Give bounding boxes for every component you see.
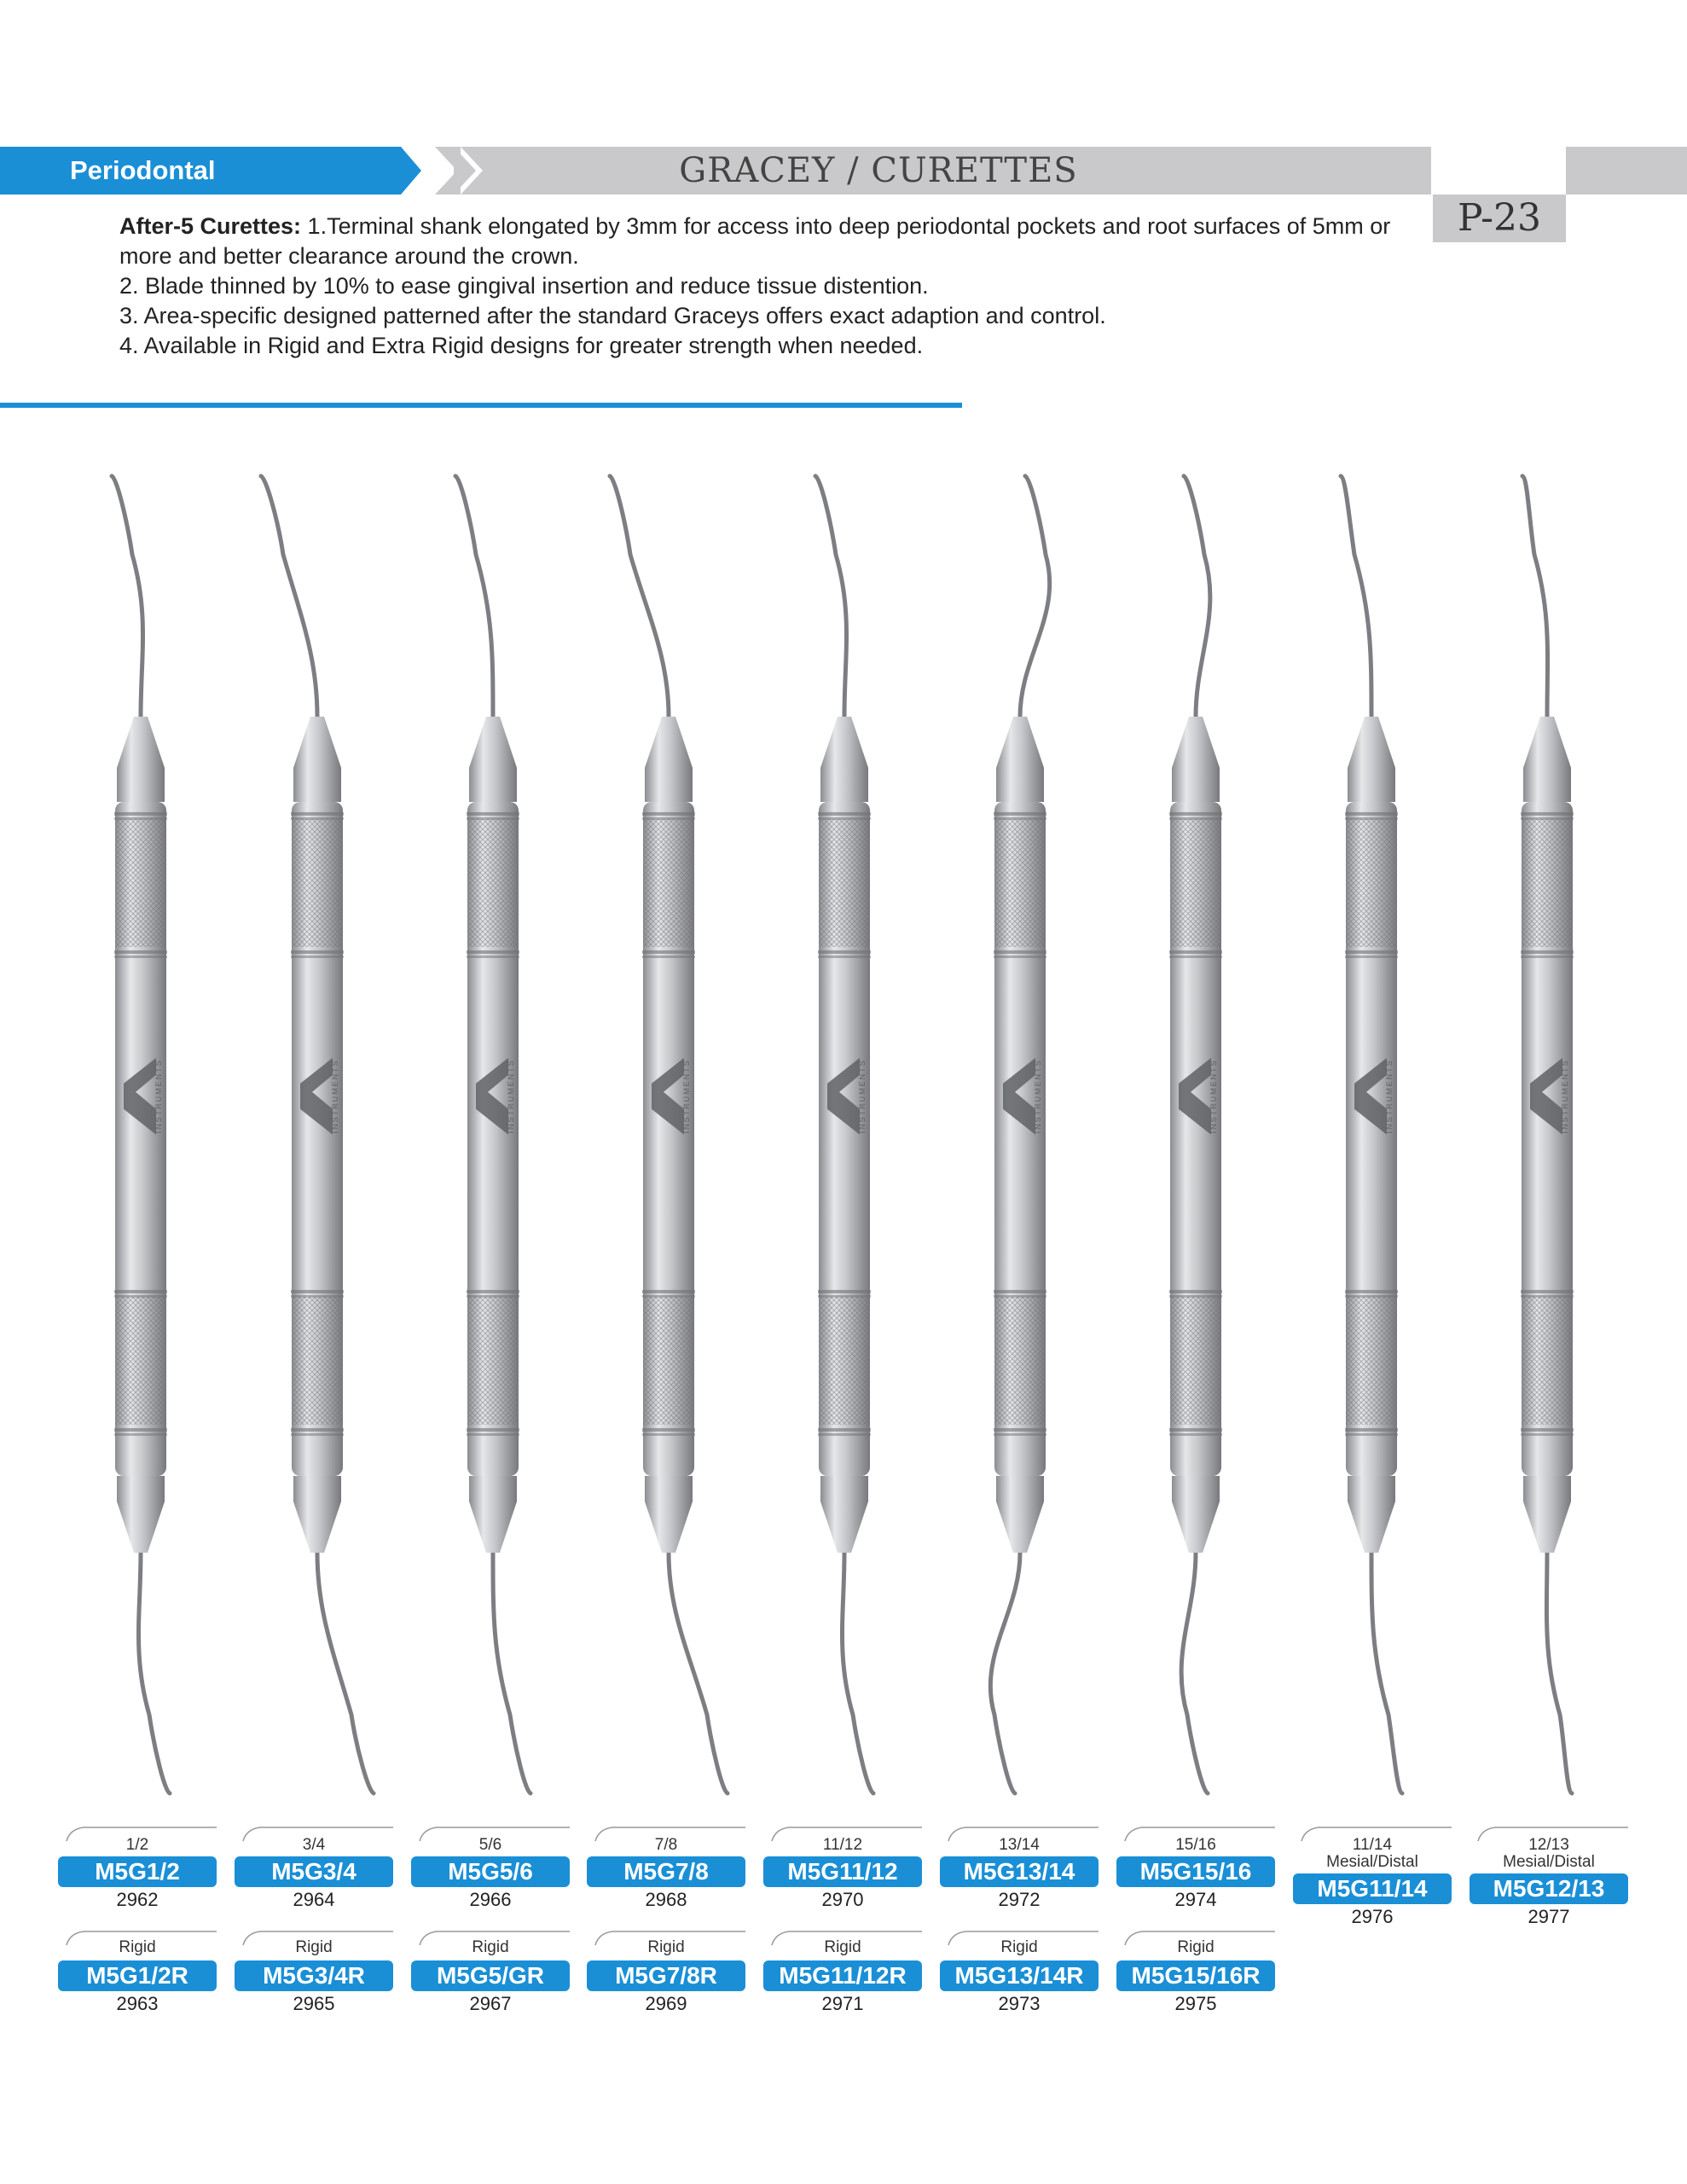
- product-code: M5G12/13: [1470, 1873, 1628, 1904]
- product-number: 2977: [1528, 1906, 1570, 1927]
- rigid-product-number: 2973: [998, 1993, 1041, 2014]
- section-tab: Periodontal: [0, 147, 401, 195]
- product-code: M5G15/16: [1116, 1856, 1275, 1887]
- description-line-1: [119, 212, 1407, 271]
- product-code: M5G11/14: [1293, 1873, 1452, 1904]
- product-number: 2974: [1174, 1889, 1217, 1910]
- description-line-3: 3. Area-specific designed patterned after the standard Graceys offers exact adaption and control.: [119, 303, 1106, 328]
- product-code: M5G13/14: [940, 1856, 1099, 1887]
- curette-instrument: [416, 461, 570, 1809]
- brand-logo-text: INSTRUMENTS: [331, 1059, 339, 1134]
- product-number: 2972: [998, 1889, 1041, 1910]
- rigid-product-code: M5G7/8R: [587, 1960, 745, 1991]
- product-number: 2968: [645, 1889, 687, 1910]
- product-caption: [763, 1824, 922, 2029]
- product-caption: [411, 1824, 570, 2029]
- instrument-tip-top: [1341, 476, 1371, 717]
- instrument-tip-top: [455, 476, 493, 717]
- description-line-4: 4. Available in Rigid and Extra Rigid designs for greater strength when needed.: [119, 333, 924, 358]
- brand-logo-text: INSTRUMENTS: [1209, 1059, 1218, 1134]
- rigid-product-number: 2969: [645, 1993, 687, 2014]
- product-size-label: 11/14: [1352, 1836, 1393, 1854]
- chevron-decoration: [454, 147, 476, 195]
- product-size-label: 12/13: [1528, 1836, 1569, 1854]
- instrument-tip-top: [815, 476, 847, 717]
- rigid-product-number: 2967: [469, 1993, 512, 2014]
- curette-instrument: [1295, 461, 1448, 1809]
- product-size-label: 13/14: [999, 1836, 1040, 1854]
- product-size-label: 1/2: [125, 1836, 149, 1854]
- instrument-tip-top: [1184, 476, 1210, 717]
- product-number: 2976: [1351, 1906, 1394, 1927]
- instrument-tip-top: [610, 476, 669, 717]
- page-number-badge: P-23: [1433, 195, 1566, 242]
- product-code: M5G3/4: [235, 1856, 393, 1887]
- rigid-label: Rigid: [1177, 1938, 1215, 1956]
- product-caption: [235, 1824, 393, 2029]
- product-code: M5G1/2: [58, 1856, 217, 1887]
- product-number: 2964: [293, 1889, 335, 1910]
- rigid-label: Rigid: [824, 1938, 861, 1956]
- product-code: M5G5/6: [411, 1856, 570, 1887]
- product-size-label: 3/4: [302, 1836, 326, 1854]
- instrument-tip-top: [261, 476, 317, 717]
- product-sublabel: Mesial/Distal: [1503, 1853, 1595, 1871]
- rigid-product-code: M5G13/14R: [940, 1960, 1099, 1991]
- product-caption: [1116, 1824, 1275, 2029]
- product-size-label: 11/12: [822, 1836, 863, 1854]
- section-tab-arrow: [401, 147, 421, 195]
- curette-instrument: [241, 461, 394, 1809]
- curette-instrument: [943, 461, 1097, 1809]
- product-description: [119, 212, 1407, 361]
- brand-logo-text: INSTRUMENTS: [1034, 1059, 1042, 1134]
- curette-instrument: [1470, 461, 1624, 1809]
- brand-logo-text: INSTRUMENTS: [1385, 1059, 1394, 1134]
- rigid-product-number: 2971: [821, 1993, 864, 2014]
- rigid-label: Rigid: [1000, 1938, 1038, 1956]
- rigid-product-number: 2965: [293, 1993, 335, 2014]
- rigid-product-number: 2975: [1174, 1993, 1217, 2014]
- rigid-product-code: M5G3/4R: [235, 1960, 393, 1991]
- rigid-label: Rigid: [119, 1938, 156, 1956]
- curette-instrument: [64, 461, 217, 1809]
- brand-logo-text: INSTRUMENTS: [858, 1059, 867, 1134]
- rigid-product-code: M5G15/16R: [1116, 1960, 1275, 1991]
- rigid-product-code: M5G5/GR: [411, 1960, 570, 1991]
- product-caption: [1293, 1824, 1452, 2029]
- product-code: M5G11/12: [763, 1856, 922, 1887]
- product-size-label: 5/6: [478, 1836, 502, 1854]
- product-size-label: 7/8: [654, 1836, 678, 1854]
- curette-instrument: [768, 461, 921, 1809]
- rigid-label: Rigid: [472, 1938, 509, 1956]
- product-number: 2970: [821, 1889, 864, 1910]
- rigid-label: Rigid: [295, 1938, 333, 1956]
- curette-instrument: [1119, 461, 1272, 1809]
- brand-logo-text: INSTRUMENTS: [682, 1059, 691, 1134]
- product-caption: [58, 1824, 217, 2029]
- product-number: 2962: [116, 1889, 159, 1910]
- description-lead: After-5 Curettes:: [119, 213, 302, 239]
- product-caption: [1470, 1824, 1628, 2029]
- product-caption: [587, 1824, 745, 2029]
- instrument-tip-top: [1020, 476, 1050, 717]
- instrument-tip-top: [1522, 476, 1548, 717]
- description-line-1-text: 1.Terminal shank elongated by 3mm for access into deep periodontal pockets and root surfaces of 5mm or more and better clearance around the crown.: [119, 213, 1391, 269]
- rigid-label: Rigid: [647, 1938, 685, 1956]
- page-title: GRACEY / CURETTES: [679, 151, 1078, 190]
- product-caption: [940, 1824, 1099, 2029]
- corner-band: [1566, 147, 1687, 195]
- description-line-2: 2. Blade thinned by 10% to ease gingival insertion and reduce tissue distention.: [119, 273, 929, 299]
- instrument-tip-top: [112, 476, 143, 717]
- rigid-product-number: 2963: [116, 1993, 159, 2014]
- curette-instrument: [592, 461, 745, 1809]
- brand-logo-text: INSTRUMENTS: [507, 1059, 515, 1134]
- brand-logo-text: INSTRUMENTS: [154, 1059, 163, 1134]
- product-size-label: 15/16: [1175, 1836, 1216, 1854]
- blue-divider: [0, 403, 962, 408]
- rigid-product-code: M5G11/12R: [763, 1960, 922, 1991]
- product-number: 2966: [469, 1889, 512, 1910]
- product-code: M5G7/8: [587, 1856, 745, 1887]
- product-sublabel: Mesial/Distal: [1326, 1853, 1418, 1871]
- rigid-product-code: M5G1/2R: [58, 1960, 217, 1991]
- brand-logo-text: INSTRUMENTS: [1561, 1059, 1569, 1134]
